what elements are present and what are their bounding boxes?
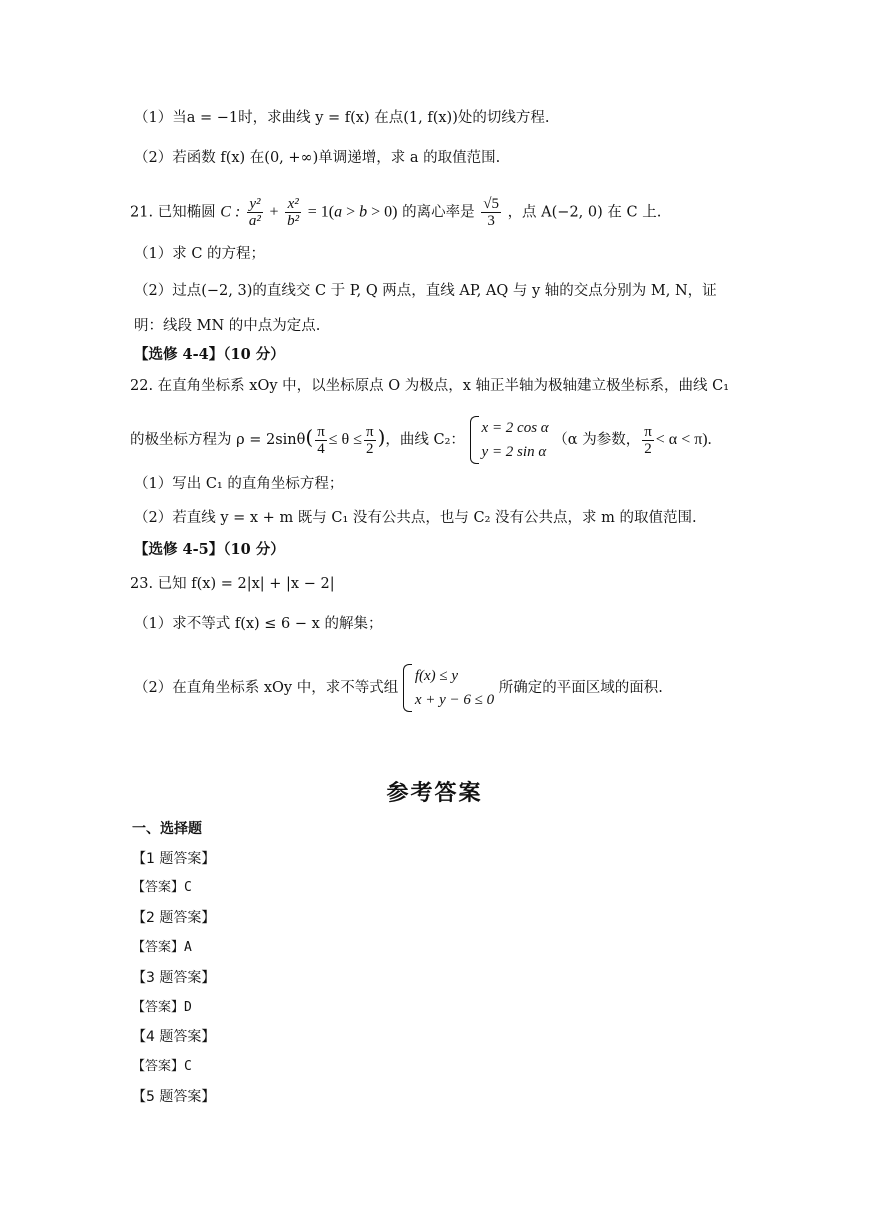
q21-stem-prefix: 21. 已知椭圆 <box>130 204 216 221</box>
q21-ellipse-eq: C : <box>220 203 241 221</box>
q23-inequality-system: f(x) ≤ y x + y − 6 ≤ 0 <box>403 664 494 712</box>
q22-stem-line1: 22. 在直角坐标系 xOy 中，以坐标原点 O 为极点，x 轴正半轴为极轴建立极坐标系，曲线 C₁ <box>130 378 730 394</box>
section-elective-4-4: 【选修 4-4】（10 分） <box>134 346 285 363</box>
q22-part2: （2）若直线 y = x + m 既与 C₁ 没有公共点，也与 C₂ 没有公共点，求 m 的取值范围. <box>134 510 697 526</box>
alpha-range-fraction: $\frac{\pi}{2}$ <box>644 423 652 457</box>
y2-over-a2-fraction: $\frac{\text{y²}}{\text{a²}}$ <box>248 196 261 229</box>
q23-part2 <box>134 664 663 712</box>
q23-part1: （1）求不等式 f(x) ≤ 6 − x 的解集； <box>134 616 383 632</box>
q22-stem-line2: 的极坐标方程为 ρ = 2sinθ( $\frac{\pi}{4}$ ≤ θ ≤ $\frac{\pi}{2}$ )，曲线 C₂： x = 2 cos α y = 2 sin α （α 为参数， $\frac{\pi}{2}$ < α < π). <box>130 416 712 464</box>
q23-stem: 23. 已知 f(x) = 2|x| + |x − 2| <box>130 576 335 592</box>
section-elective-4-5: 【选修 4-5】（10 分） <box>134 541 285 558</box>
q21-part2-line1: （2）过点(−2, 3)的直线交 C 于 P, Q 两点，直线 AP, AQ 与 y 轴的交点分别为 M, N，证 <box>134 283 717 299</box>
q22-parametric-system: x = 2 cos α y = 2 sin α <box>470 416 549 464</box>
q21-part2-line2: 明：线段 MN 的中点为定点. <box>134 318 321 334</box>
q23-part2-suffix: 所确定的平面区域的面积. <box>498 680 663 696</box>
answer-3-label: 【3 题答案】 <box>132 970 216 986</box>
answer-1-value: 【答案】C <box>132 880 192 895</box>
section-multiple-choice: 一、选择题 <box>132 821 202 837</box>
pi-over-4-fraction: $\frac{\pi}{4}$ <box>317 423 325 457</box>
sqrt5-over-3-fraction: $\frac{√5}{3}$ <box>483 196 499 229</box>
q20-part1: （1）当a = −1时，求曲线 y = f(x) 在点(1, f(x))处的切线方程. <box>134 110 550 126</box>
q22-param-note: （α 为参数， <box>553 432 641 448</box>
q20-part2: （2）若函数 f(x) 在(0, +∞)单调递增，求 a 的取值范围. <box>134 150 501 166</box>
pi-over-2-fraction: $\frac{\pi}{2}$ <box>366 423 374 457</box>
answers-title: 参考答案 <box>386 781 483 806</box>
x2-over-b2-fraction: $\frac{\text{x²}}{\text{b²}}$ <box>287 196 300 229</box>
answer-4-label: 【4 题答案】 <box>132 1029 216 1045</box>
q23-part2-prefix: （2）在直角坐标系 xOy 中，求不等式组 <box>134 680 399 696</box>
q22-part1: （1）写出 C₁ 的直角坐标方程； <box>134 476 344 492</box>
answer-2-label: 【2 题答案】 <box>132 910 216 926</box>
q21-stem-suffix: ，点 A(−2, 0) 在 C 上. <box>507 204 662 221</box>
q22-curve-c2-label: ，曲线 C₂： <box>385 432 465 448</box>
answer-2-value: 【答案】A <box>132 940 192 955</box>
answer-4-value: 【答案】C <box>132 1059 192 1074</box>
answer-1-label: 【1 题答案】 <box>132 851 216 867</box>
q21-stem-mid: 的离心率是 <box>402 204 475 221</box>
q22-polar-eq: 的极坐标方程为 ρ = 2sinθ <box>130 432 306 448</box>
q21-stem: 21. 已知椭圆 C : $\frac{\text{y²}}{\text{a²}}$ + $\frac{\text{x²}}{\text{b²}}$ = 1(a > b > 0) 的离心率是 $\frac{√5}{3}$ ，点 A(−2, 0) 在 C 上. <box>130 196 662 229</box>
answer-3-value: 【答案】D <box>132 1000 192 1015</box>
answer-5-label: 【5 题答案】 <box>132 1089 216 1105</box>
q21-part1: （1）求 C 的方程； <box>134 246 266 262</box>
